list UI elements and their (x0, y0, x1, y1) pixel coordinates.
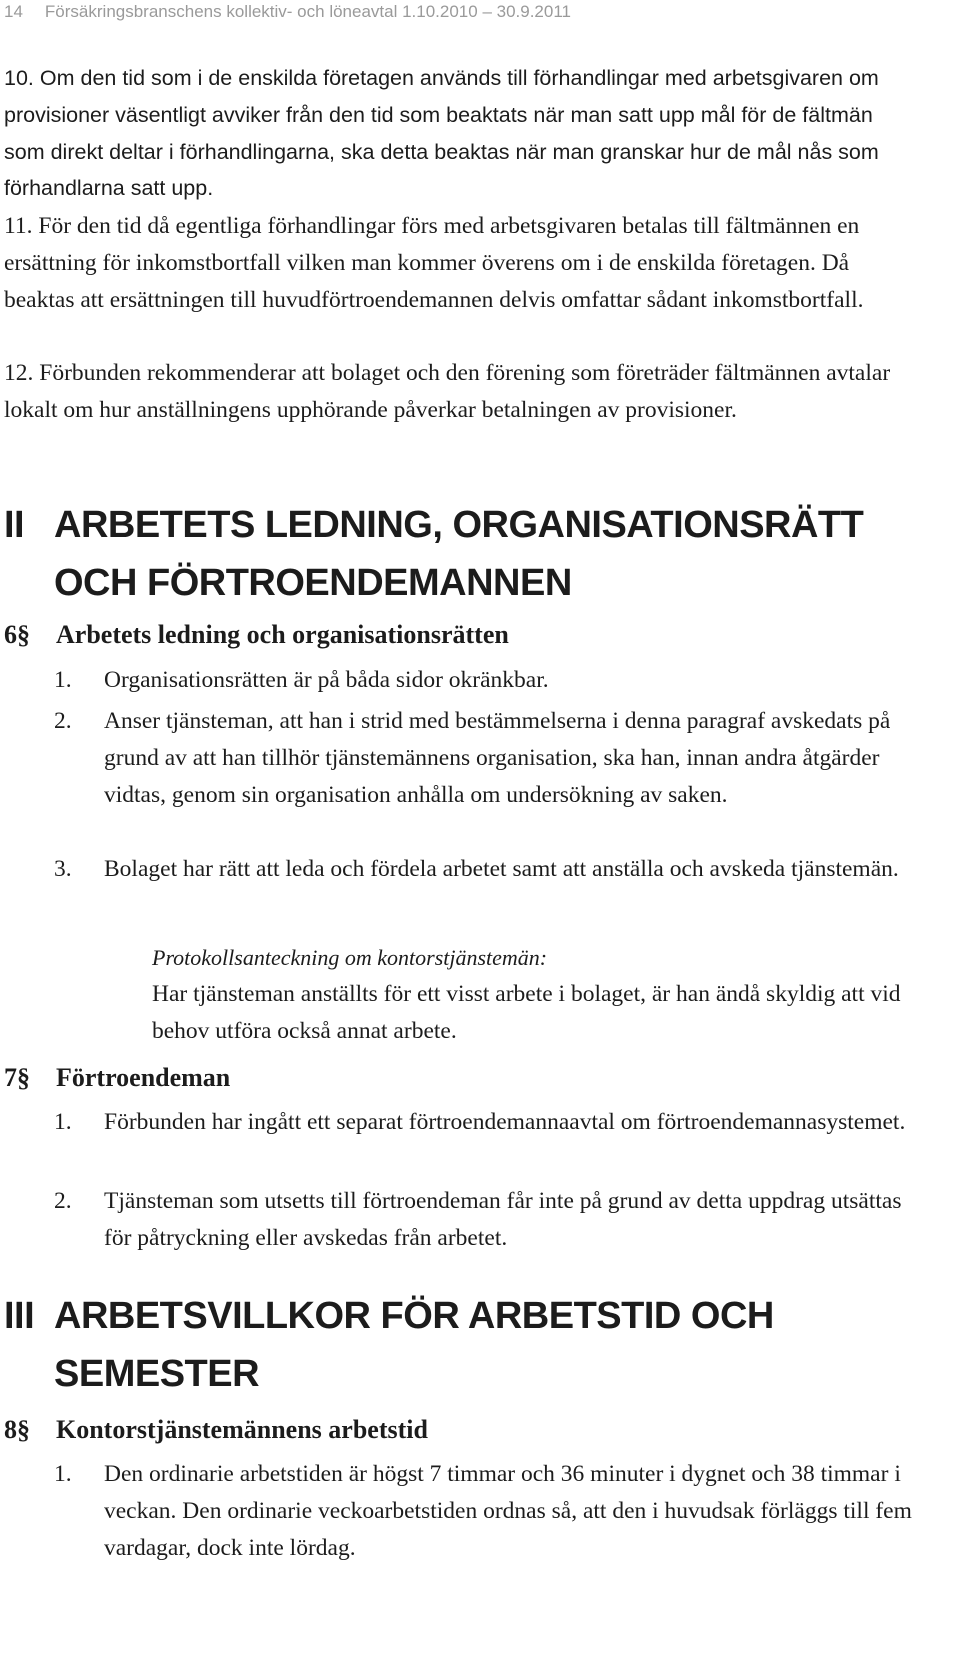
chapter-heading-ii (4, 496, 924, 616)
chapter-heading-iii (4, 1287, 924, 1407)
item-text: Anser tjänsteman, att han i strid med bestämmelserna i denna paragraf avskedats på grund av att han tillhör tjänstemännens organisation, ska han, innan andra åtgärder vidtas, genom sin organisation anhålla om undersökning av saken. (104, 708, 891, 808)
item-number: 3. (54, 856, 72, 882)
section-title: Förtroendeman (56, 1063, 231, 1092)
item-number: 1. (54, 1461, 72, 1487)
section-heading-8 (4, 1412, 924, 1448)
section-number: 7§ (4, 1063, 30, 1092)
section-title: Arbetets ledning och organisationsrätten (56, 620, 509, 649)
section-6-item-3 (54, 851, 934, 925)
running-title: Försäkringsbranschens kollektiv- och löneavtal 1.10.2010 – 30.9.2011 (44, 2, 571, 21)
item-text: För den tid då egentliga förhandlingar förs med arbetsgivaren betalas till fältmännen en ersättning för inkomstbortfall vilken man kommer överens om i de enskilda företagen. Då beaktas att ersättningen till huvudförtroendemannen delvis omfattar sådant inkomstbortfall. (4, 213, 864, 313)
section-number: 6§ (4, 620, 30, 649)
item-number: 1. (54, 667, 72, 693)
section-6-item-1 (54, 662, 934, 699)
item-number: 11. (4, 213, 33, 239)
item-text: Förbunden rekommenderar att bolaget och den förening som företräder fältmännen avtalar lokalt om hur anställningens upphörande påverkar betalningen av provisioner. (4, 360, 891, 423)
item-text: Tjänsteman som utsetts till förtroendeman får inte på grund av detta uppdrag utsättas för påtryckning eller avskedas från arbetet. (104, 1188, 902, 1251)
protocol-note-label: Protokollsanteckning om kontorstjänstemän: (152, 945, 548, 970)
running-header (4, 2, 571, 22)
section-7-item-1 (54, 1104, 934, 1178)
item-number: 2. (54, 1188, 72, 1214)
list-item-10 (4, 60, 904, 207)
section-8-item-1 (54, 1456, 934, 1568)
item-number: 10. (4, 66, 34, 90)
page-number: 14 (4, 2, 23, 21)
section-title: Kontorstjänstemännens arbetstid (56, 1415, 428, 1444)
item-text: Om den tid som i de enskilda företagen används till förhandlingar med arbetsgivaren om provisioner väsentligt avviker från den tid som beaktats när man satt upp mål för de fältmän som direkt deltar i förhandlingarna, ska detta beaktas när man granskar hur de mål nås som förhandlarna satt upp. (4, 66, 879, 201)
list-item-12 (4, 355, 904, 429)
section-heading-7 (4, 1060, 924, 1096)
protocol-note-text: Har tjänsteman anställts för ett visst arbete i bolaget, är han ändå skyldig att vid behov utföra också annat arbete. (152, 981, 901, 1044)
chapter-title: ARBETSVILLKOR FÖR ARBETSTID OCH SEMESTER (54, 1295, 774, 1395)
item-number: 12. (4, 360, 34, 386)
section-heading-6 (4, 617, 924, 653)
list-item-11 (4, 208, 904, 318)
chapter-number: II (4, 504, 25, 546)
item-text: Förbunden har ingått ett separat förtroendemannaavtal om förtroendemannasystemet. (104, 1109, 906, 1135)
section-7-item-2 (54, 1183, 934, 1257)
section-6-item-2 (54, 703, 934, 851)
item-number: 1. (54, 1109, 72, 1135)
item-text: Den ordinarie arbetstiden är högst 7 timmar och 36 minuter i dygnet och 38 timmar i veckan. Den ordinarie veckoarbetstiden ordnas så, att den i huvudsak förläggs till fem vardagar, dock inte lördag. (104, 1461, 912, 1561)
item-text: Bolaget har rätt att leda och fördela arbetet samt att anställa och avskeda tjänstemän. (104, 856, 899, 882)
chapter-number: III (4, 1295, 35, 1337)
chapter-title: ARBETETS LEDNING, ORGANISATIONSRÄTT OCH FÖRTROENDEMANNEN (54, 504, 864, 604)
item-number: 2. (54, 708, 72, 734)
item-text: Organisationsrätten är på båda sidor okränkbar. (104, 667, 549, 693)
section-number: 8§ (4, 1415, 30, 1444)
